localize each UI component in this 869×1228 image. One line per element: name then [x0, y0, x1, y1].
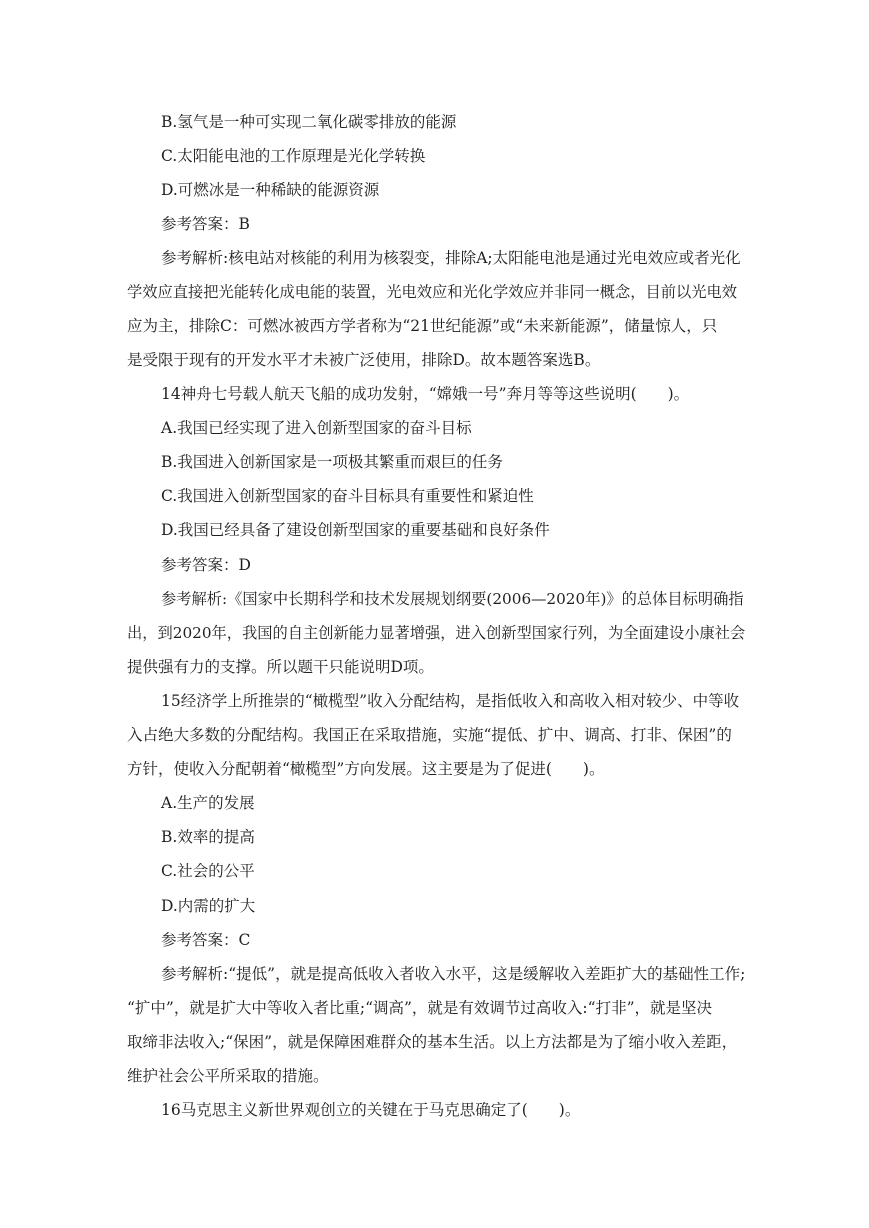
q14-option-a: A.我国已经实现了进入创新型国家的奋斗目标	[161, 419, 472, 437]
q15-answer: 参考答案：C	[161, 931, 251, 949]
q15-question-line-1: 15经济学上所推崇的“橄榄型”收入分配结构，是指低收入和高收入相对较少、中等收	[161, 692, 740, 710]
q14-option-d: D.我国已经具备了建设创新型国家的重要基础和良好条件	[161, 521, 550, 539]
q13-option-d: D.可燃冰是一种稀缺的能源资源	[161, 181, 380, 199]
q14-option-b: B.我国进入创新国家是一项极其繁重而艰巨的任务	[161, 453, 503, 471]
q13-explanation-line-3: 应为主，排除C：可燃冰被西方学者称为“21世纪能源”或“未来新能源”，储量惊人，只	[127, 317, 718, 335]
q13-explanation-line-1: 参考解析:核电站对核能的利用为核裂变，排除A;太阳能电池是通过光电效应或者光化	[161, 249, 741, 267]
q15-question-line-3: 方针，使收入分配朝着“橄榄型”方向发展。这主要是为了促进( )。	[127, 760, 605, 778]
q13-option-b: B.氢气是一种可实现二氧化碳零排放的能源	[161, 113, 457, 131]
q15-explanation-line-1: 参考解析:“提低”，就是提高低收入者收入水平，这是缓解收入差距扩大的基础性工作;	[161, 965, 746, 983]
q13-explanation-line-2: 学效应直接把光能转化成电能的装置，光电效应和光化学效应并非同一概念，目前以光电效	[127, 283, 737, 301]
q15-explanation-line-2: “扩中”，就是扩大中等收入者比重;“调高”，就是有效调节过高收入:“打非”，就是坚决	[127, 999, 712, 1017]
q13-option-c: C.太阳能电池的工作原理是光化学转换	[161, 147, 426, 165]
q14-option-c: C.我国进入创新型国家的奋斗目标具有重要性和紧迫性	[161, 487, 534, 505]
q14-explanation-line-3: 提供强有力的支撑。所以题干只能说明D项。	[127, 658, 434, 676]
q15-explanation-line-4: 维护社会公平所采取的措施。	[127, 1067, 329, 1085]
q15-option-c: C.社会的公平	[161, 862, 255, 880]
q14-answer: 参考答案：D	[161, 556, 251, 574]
q16-question: 16马克思主义新世界观创立的关键在于马克思确定了( )。	[161, 1101, 581, 1119]
q14-explanation-line-1: 参考解析:《国家中长期科学和技术发展规划纲要(2006—2020年)》的总体目标明确指	[161, 590, 744, 608]
q14-explanation-line-2: 出，到2020年，我国的自主创新能力显著增强，进入创新型国家行列，为全面建设小康社会	[127, 624, 746, 642]
q14-question: 14神舟七号载人航天飞船的成功发射，“嫦娥一号”奔月等等这些说明( )。	[161, 385, 690, 403]
q15-option-a: A.生产的发展	[161, 794, 255, 812]
q15-question-line-2: 入占绝大多数的分配结构。我国正在采取措施，实施“提低、扩中、调高、打非、保困”的	[127, 726, 732, 744]
q13-answer: 参考答案：B	[161, 215, 250, 233]
q15-option-d: D.内需的扩大	[161, 897, 256, 915]
q15-explanation-line-3: 取缔非法收入;“保困”，就是保障困难群众的基本生活。以上方法都是为了缩小收入差距，	[127, 1033, 738, 1051]
q15-option-b: B.效率的提高	[161, 828, 255, 846]
q13-explanation-line-4: 是受限于现有的开发水平才未被广泛使用，排除D。故本题答案选B。	[127, 351, 601, 369]
